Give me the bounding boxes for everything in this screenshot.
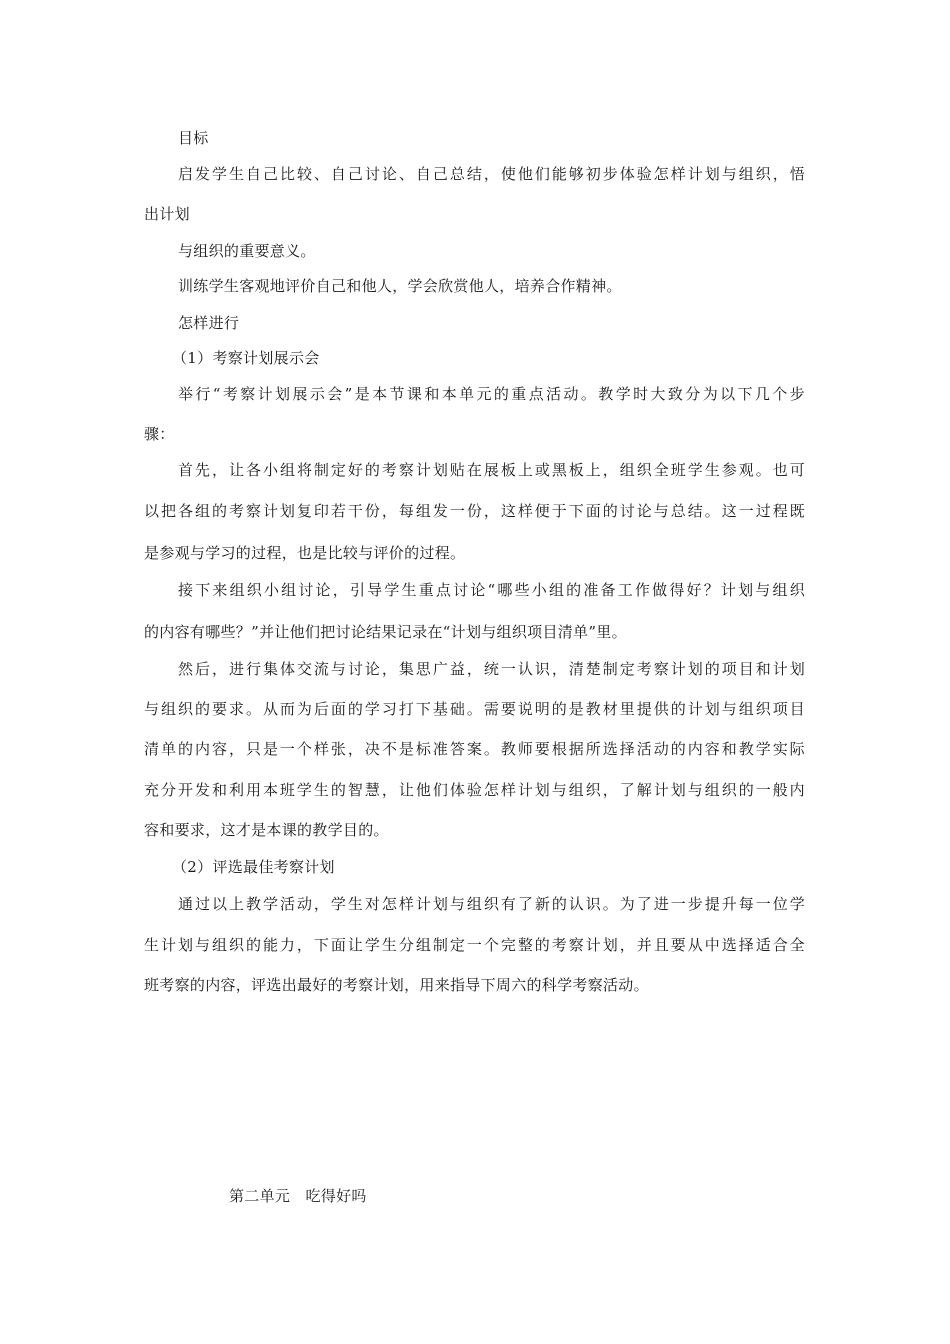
paragraph-line: 是参观与学习的过程，也是比较与评价的过程。 xyxy=(144,544,466,562)
paragraph-line: 的内容有哪些？”并让他们把讨论结果记录在“计划与组织项目清单”里。 xyxy=(144,623,627,641)
paragraph-line: 训练学生客观地评价自己和他人，学会欣赏他人，培养合作精神。 xyxy=(178,277,622,295)
paragraph-line: 启发学生自己比较、自己讨论、自己总结，使他们能够初步体验怎样计划与组织，悟 xyxy=(178,165,805,183)
paragraph-line: 接下来组织小组讨论，引导学生重点讨论“哪些小组的准备工作做得好？计划与组织 xyxy=(178,581,805,599)
paragraph-line: 生计划与组织的能力，下面让学生分组制定一个完整的考察计划，并且要从中选择适合全 xyxy=(144,936,805,954)
subheading-best-plan: （2）评选最佳考察计划 xyxy=(172,858,335,876)
paragraph-line: 骤： xyxy=(144,425,175,443)
paragraph-line: 班考察的内容，评选出最好的考察计划，用来指导下周六的科学考察活动。 xyxy=(144,976,649,994)
heading-objectives: 目标 xyxy=(178,129,209,147)
paragraph-line: 举行“考察计划展示会”是本节课和本单元的重点活动。教学时大致分为以下几个步 xyxy=(178,385,805,403)
paragraph-line: 充分开发和利用本班学生的智慧，让他们体验怎样计划与组织，了解计划与组织的一般内 xyxy=(144,781,805,799)
paragraph-line: 容和要求，这才是本课的教学目的。 xyxy=(144,821,389,839)
paragraph-line: 清单的内容，只是一个样张，决不是标准答案。教师要根据所选择活动的内容和教学实际 xyxy=(144,740,805,758)
paragraph-line: 以把各组的考察计划复印若干份，每组发一份，这样便于下面的讨论与总结。这一过程既 xyxy=(144,502,805,520)
paragraph-line: 然后，进行集体交流与讨论，集思广益，统一认识，清楚制定考察计划的项目和计划 xyxy=(178,660,805,678)
paragraph-line: 通过以上教学活动，学生对怎样计划与组织有了新的认识。为了进一步提升每一位学 xyxy=(178,895,805,913)
heading-how-to-proceed: 怎样进行 xyxy=(178,314,240,332)
subheading-plan-exhibition: （1）考察计划展示会 xyxy=(172,349,320,367)
unit-heading: 第二单元 吃得好吗 xyxy=(229,1187,367,1205)
paragraph-line: 与组织的要求。从而为后面的学习打下基础。需要说明的是教材里提供的计划与组织项目 xyxy=(144,700,805,718)
paragraph-line: 首先，让各小组将制定好的考察计划贴在展板上或黑板上，组织全班学生参观。也可 xyxy=(178,461,805,479)
paragraph-line: 出计划 xyxy=(144,205,190,223)
paragraph-line: 与组织的重要意义。 xyxy=(178,242,316,260)
